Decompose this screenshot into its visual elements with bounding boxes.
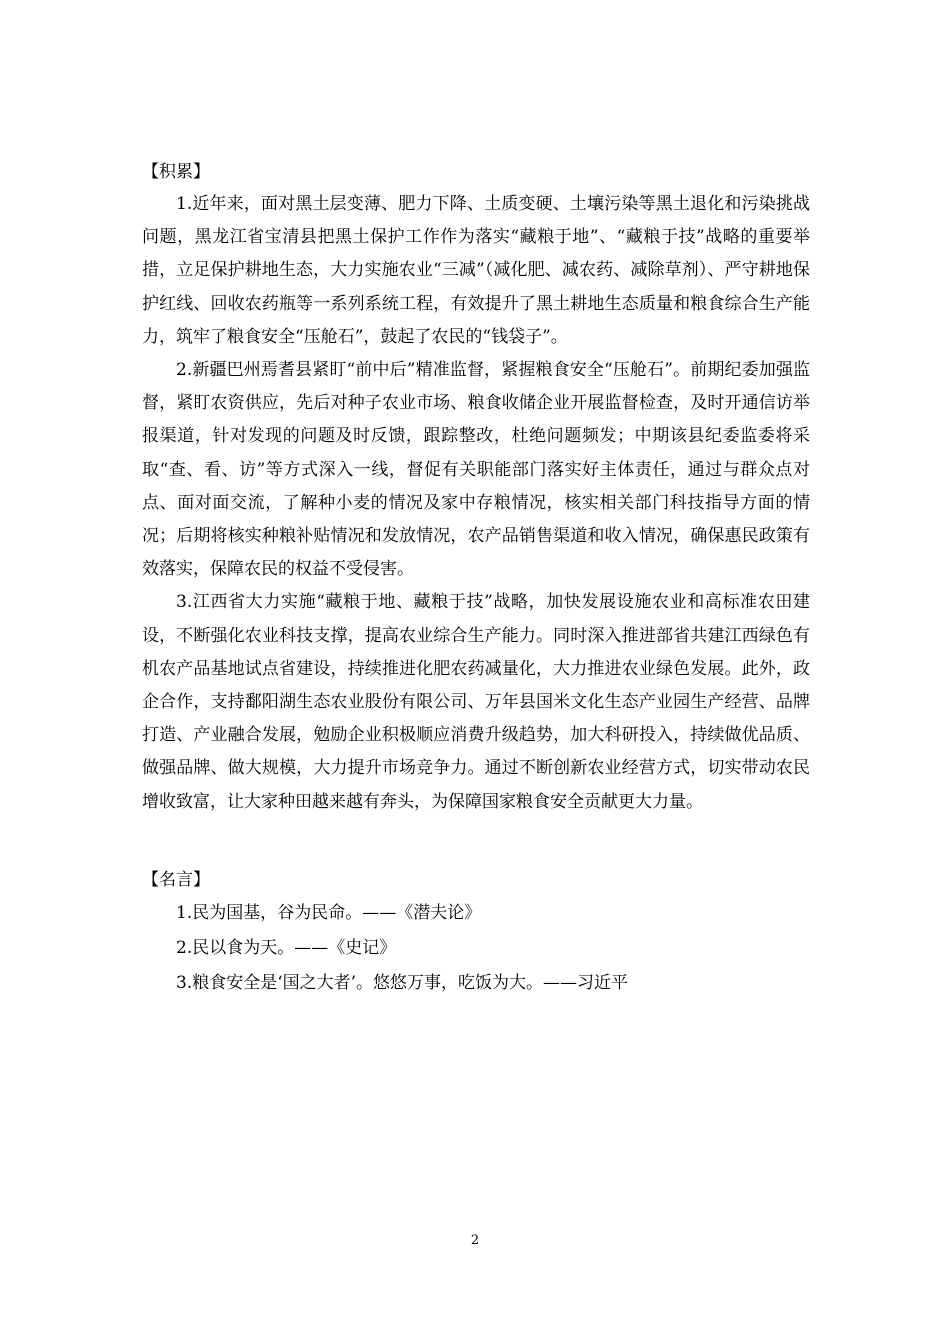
section-heading-quotes: 【名言】 (142, 869, 210, 890)
page-content (142, 156, 810, 1001)
page-number: 2 (470, 1233, 480, 1248)
quote-item-1: 1.民为国基，谷为民命。——《潜夫论》 (176, 902, 482, 923)
section-heading-accumulation: 【积累】 (142, 162, 210, 182)
accumulation-paragraph-2: 2.新疆巴州焉耆县紧盯“前中后”精准监督，紧握粮食安全“压舱石”。前期纪委加强监督，紧盯农资供应，先后对种子农业市场、粮食收储企业开展监督检查，及时开通信访举报渠道，针对发现的问题及时反馈，跟踪整改，杜绝问题频发；中期该县纪委监委将采取“查、看、访”等方式深入一线，督促有关职能部门落实好主体责任，通过与群众点对点、面对面交流，了解种小麦的情况及家中存粮情况，核实相关部门科技指导方面的情况；后期将核实种粮补贴情况和发放情况，农产品销售渠道和收入情况，确保惠民政策有效落实，保障农民的权益不受侵害。 (142, 360, 810, 580)
section-spacer (142, 819, 810, 864)
quote-item-3: 3.粮食安全是‘国之大者’。悠悠万事，吃饭为大。——习近平 (176, 972, 629, 993)
accumulation-paragraph-1: 1.近年来，面对黑土层变薄、肥力下降、土质变硬、土壤污染等黑土退化和污染挑战问题，黑龙江省宝清县把黑土保护工作作为落实“藏粮于地”、“藏粮于技”战略的重要举措，立足保护耕地生态，大力实施农业“三减”（减化肥、减农药、减除草剂）、严守耕地保护红线、回收农药瓶等一系列系统工程，有效提升了黑土耕地生态质量和粮食综合生产能力，筑牢了粮食安全“压舱石”，鼓起了农民的“钱袋子”。 (142, 194, 810, 347)
accumulation-paragraph-3: 3.江西省大力实施“藏粮于地、藏粮于技”战略，加快发展设施农业和高标准农田建设，不断强化农业科技支撑，提高农业综合生产能力。同时深入推进部省共建江西绿色有机农产品基地试点省建设，持续推进化肥农药减量化，大力推进农业绿色发展。此外，政企合作，支持鄱阳湖生态农业股份有限公司、万年县国米文化生态产业园生产经营、品牌打造、产业融合发展，勉励企业积极顺应消费升级趋势，加大科研投入，持续做优品质、做强品牌、做大规模，大力提升市场竞争力。通过不断创新农业经营方式，切实带动农民增收致富，让大家种田越来越有奔头，为保障国家粮食安全贡献更大力量。 (142, 592, 810, 812)
quote-item-2: 2.民以食为天。——《史记》 (176, 937, 397, 958)
